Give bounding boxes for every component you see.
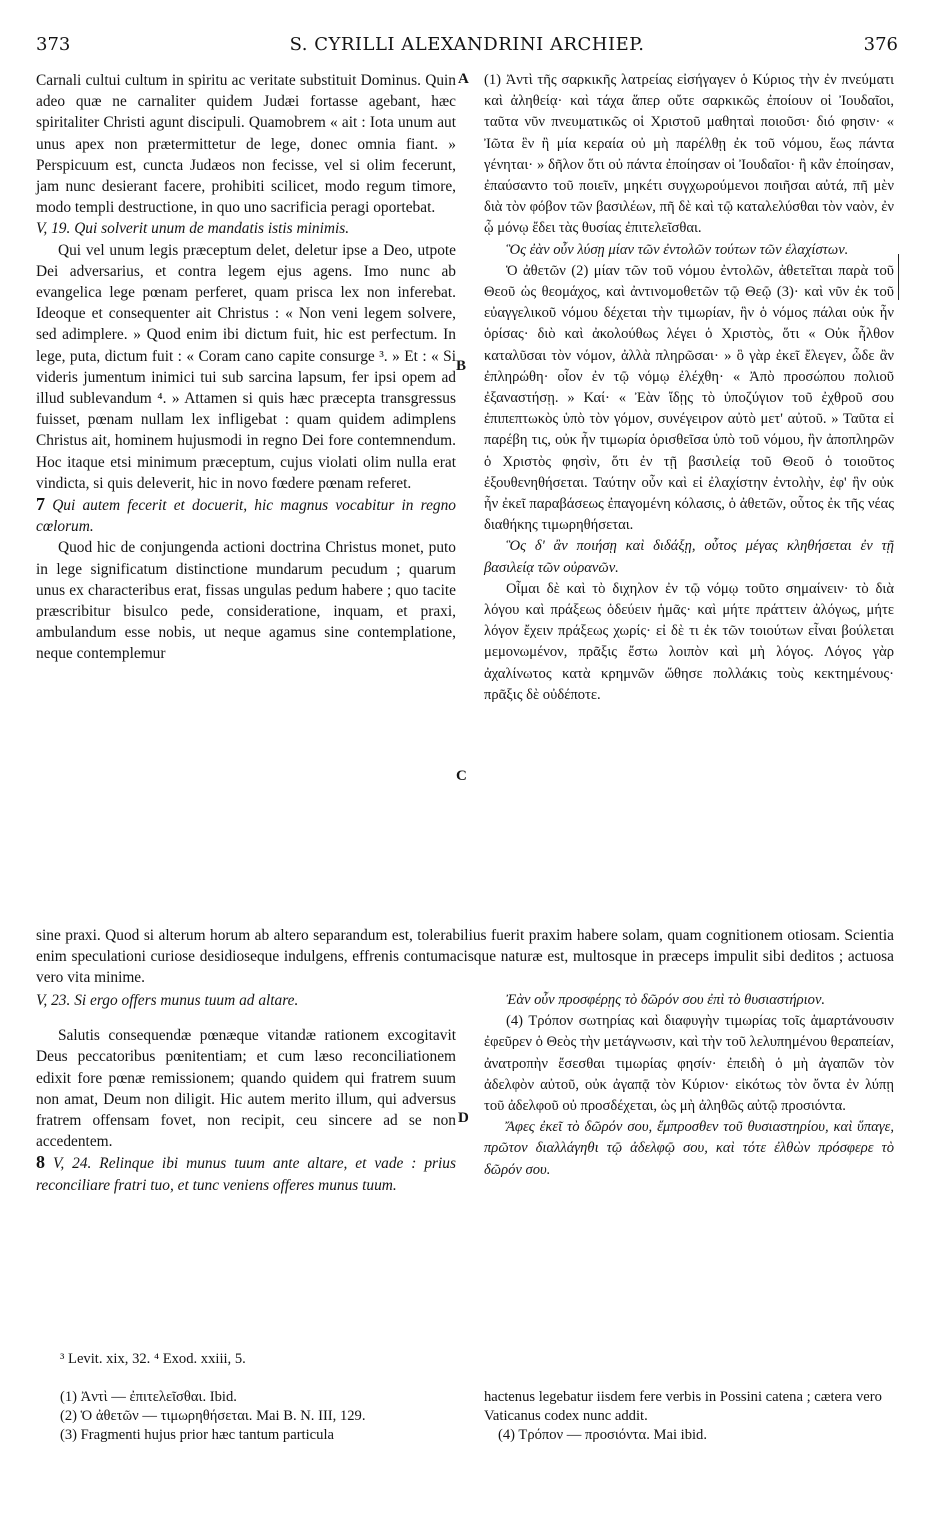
verse-heading: V, 19. Qui solverit unum de mandatis istis minimis. [36,220,350,238]
greek-paragraph: Οἶμαι δὲ καὶ τὸ διχηλον ἐν τῷ νόμῳ τοῦτο σημαίνειν· τὸ διὰ λόγου καὶ πράξεως ὁδεύειν ἡμᾶς· καὶ μήτε πράττειν ἀλόγως, μήτε λόγον ἔχειν πράξεως χωρίς· εἰ δὲ τι ἐκ τῶν τοιούτων εἶναι βούλεται μεμονωμένον, πρᾶξις ἔστω λοιπὸν καὶ μὴ λόγος. Λόγος γὰρ ἀχαλίνωτος κατὰ κρημνῶν ὤθησε πολλάκις τοὺς κεκτημένους· πρᾶξις δὲ οὐδέποτε. [484,580,894,703]
greek-paragraph: (4) Τρόπον σωτηρίας καὶ διαφυγὴν τιμωρίας τοῖς ἁμαρτάνουσιν ἐφεῦρεν ὁ Θεὸς τὴν μετάγνωσιν, καὶ τὴν τοῦ λελυπημένου θεραπείαν, ἀνατροπὴν ἔσεσθαι τιμωρίας φησίν· ἐπειδὴ ὁ μὴ ἀγαπῶν τὸν ἀδελφὸν αὐτοῦ, οὐκ ἀγαπᾷ τὸν Κύριον· εἰκότως τὸν ὄντα ἐν λύπῃ τοῦ ἀδελφοῦ οὐ προσδέχεται, ὡς μὴ ἀληθῶς αὐτῷ προσιόντα. [484,1013,895,1115]
verse-heading: Ὃς ἐὰν οὖν λύσῃ μίαν τῶν ἐντολῶν τούτων τῶν ἐλαχίστων. [506,241,849,258]
verse-heading: Ἄφες ἐκεῖ τὸ δῶρόν σου, ἔμπροσθεν τοῦ θυσιαστηρίου, καὶ ὕπαγε, πρῶτον διαλλάγηθι τῷ ἀδελφῷ σου, καὶ τότε ἐλθὼν πρόσφερε τὸ δῶρόν σου. [484,1119,894,1178]
verse-marker: 7 [36,494,45,515]
verse-marker: 8 [36,1152,45,1173]
margin-letter-a: A [458,71,469,87]
greek-column [484,70,894,706]
running-header [36,34,898,62]
page-number-right: 376 [863,34,898,55]
margin-rule [898,254,899,300]
footnotes-right [484,1388,894,1445]
verse-heading: Ὃς δ' ἂν ποιήσῃ καὶ διδάξῃ, οὗτος μέγας κληθήσεται ἐν τῇ βασιλείᾳ τῶν οὐρανῶν. [484,538,894,576]
latin-column-lower [36,990,456,1196]
verse-heading [36,1152,456,1195]
page-number-left: 373 [36,34,71,55]
verse-text: Qui autem fecerit et docuerit, hic magnus vocabitur in regno cœlorum. [36,497,456,536]
greek-paragraph: (1) Ἀντὶ τῆς σαρκικῆς λατρείας εἰσήγαγεν ὁ Κύριος τὴν ἐν πνεύματι καὶ ἀληθείᾳ· καὶ τάχα ἅπερ οὔτε σαρκικῶς ἐποίουν οἱ Ἰουδαῖοι, ταῦτα νῦν πνευματικῶς οἱ Χριστοῦ μαθηταὶ ποιοῦσι· διό φησιν· « Ἰῶτα ἓν ἢ μία κεραία οὐ μὴ παρέλθῃ ἐκ τοῦ νόμου, ἕως πάντα γένηται· » δῆλον ὅτι οὐ πάντα ἐποίησαν οἱ Ἰουδαῖοι· ἢ κἂν ἐποίησαν, ἐπαύσαντο τοῦ ποιεῖν, μηκέτι συγχωρούμενοι ποιῆσαι αὐτά, πῆ μὲν διὰ τὸν φόβον τῶν βασιλέων, πῆ δὲ καὶ τῷ καταλελύσθαι τὸν ναὸν, ἐν ᾧ μόνῳ ἔδει τὰς θυσίας ἐπιτελεῖσθαι. [484,72,894,237]
latin-paragraph: Quod hic de conjungenda actioni doctrina Christus monet, puto in lege significatum distinctione mundarum pecudum ; quarum unus ex characteribus erat, fissas ungulas pedum habere ; quo tacite præscribitur bisulco pede, consideratione, inquam, et praxi, ambulandum esse nobis, ut neque agamus sine contemplatione, neque contemplemur [36,539,456,663]
margin-letter-d: D [458,1110,469,1126]
footnote-1: (1) Ἀντὶ — ἐπιτελεῖσθαι. Ibid. [60,1389,237,1405]
latin-column [36,70,456,665]
margin-letter-c: C [456,768,467,784]
verse-heading [36,494,456,537]
greek-paragraph: Ὁ ἀθετῶν (2) μίαν τῶν τοῦ νόμου ἐντολῶν, ἀθετεῖται παρὰ τοῦ Θεοῦ ὡς θεομάχος, καὶ ἀντινομοθετῶν τῷ Θεῷ (3)· καὶ νῦν ἐκ τοῦ εὐαγγελικοῦ νόμου δέχεται τὴν τιμωρίαν, ἣν ὁ νόμος πάλαι οὐκ ἦν ὁρίσας· διὸ καὶ ἀκολούθως λέγει ὁ Χριστὸς, ὅτι « Οὐκ ἦλθον καταλῦσαι τὸν νόμον, ἀλλὰ πληρῶσαι· » ὃ γὰρ ἐκεῖ ἔλεγεν, ὧδε ἂν ἐπληρώθη· οἷον ἐν τῷ νόμῳ ἐλέχθη· « Ἀπὸ προσώπου πολιοῦ ἐξαναστήσῃ. » Καί· « Ἐὰν ἴδῃς τὸ ὑποζύγιον τοῦ ἐχθροῦ σου ἐπιπεπτωκὸς ὑπὸ τὸν γόμον, συνέγειρον αὐτὸ μετ' αὐτοῦ. » Ταῦτα εἰ παρέβη τις, οὐκ ἦν τιμωρία ὁρισθεῖσα ὑπὸ τοῦ νόμου, ἣν ἀποπληρῶν ὁ Χριστὸς φησὶν, ὅτι ἐν τῇ βασιλείᾳ τοῦ Θεοῦ ὁ τοιοῦτος ἐξουθενηθήσεται. Ταύτην οὖν καὶ εἰ ἐλαχίστην ἐντολὴν, ἐφ' ἣν οὐκ ἦν ἐκεῖ παραβάσεως ἐπαγομένη κόλασις, ὁ ἀθετῶν, οὗτος ἐκ τῆς νέας διαθήκης τιμωρηθήσεται. [484,262,894,534]
footnotes-left [60,1388,468,1445]
latin-paragraph: Qui vel unum legis præceptum delet, deletur ipse a Deo, utpote Dei adversarius, et contra legem ejus agens. Imo nunc ab evangelica lege pœnam perferet, quam prisca lex non inferebat. Ideoque et consequenter ait Christus : « Non veni legem solvere, sed adimplere. » Quod enim ibi dictum fuit, hic est perfectum. In lege, puta, dictum fuit : « Coram cano capite consurge ³. » Et : « Si videris jumentum inimici tui sub sarcina lapsum, fer ipsi opem ad illud sublevandum ⁴. » Attamen si quis hæc præcepta transgressus fuisset, pœnam nullam lex infligebat : quam quidem adimplens Christus ait, hominem hujusmodi in regno Dei fore contemnendum. Hoc itaque etsi minimum præceptum, cujus violati olim nulla erat vindicta, si quis deleverit, hic in novo fœdere pœnam referet. [36,241,456,492]
footnote-3-continued: hactenus legebatur iisdem fere verbis in Possini catena ; cætera vero Vaticanus codex nunc addit. [484,1389,882,1424]
footnote-2: (2) Ὁ ἀθετῶν — τιμωρηθήσεται. Mai B. N. III, 129. [60,1408,366,1424]
latin-paragraph: Carnali cultui cultum in spiritu ac veritate substituit Dominus. Quin adeo quæ ne carnaliter quidem Judæi fortasse agebant, hæc spiritaliter Christi agunt discipuli. Quamobrem « ait : Iota unum aut unus apex non prætermittetur de lege, donec omnia fiant. » Perspicuum est, cuncta Judæos non fecisse, vel si olim fecerunt, jam nunc desierant facere, prohibiti scilicet, modo regum timore, modo templi destructione, in quo uno sacrificia peragi oportebat. [36,72,456,217]
footnote-3: (3) Fragmenti hujus prior hæc tantum particula [60,1427,334,1443]
latin-paragraph: Salutis consequendæ pœnæque vitandæ rationem excogitavit Deus peccatoribus pœnitentiam; et cum læso reconciliationem edixit fore pœnæ remissionem; quando quidem qui fratrem suum non amat, Deum non diligit. Hic autem merito illum, qui adversus fratrem offensam fovet, non recipit, ceu sincere ad se non accedentem. [36,1027,456,1151]
verse-heading: Ἐὰν οὖν προσφέρῃς τὸ δῶρόν σου ἐπὶ τὸ θυσιαστήριον. [506,992,826,1008]
verse-text: V, 24. Relinque ibi munus tuum ante altare, et vade : prius reconciliare fratri tuo, et tunc veniens offeres munus tuum. [36,1155,456,1194]
full-width-paragraph: sine praxi. Quod si alterum horum ab altero separandum est, tolerabilius fuerit praxim habere solam, quam cognitionem otiosam. Scientia enim speculationi curiose desidioseque indulgens, effrenis contumacisque naturæ est, multosque in præceps impulit sibi deditos ; actuosa vero vita minime. [36,927,894,987]
greek-column-lower [484,990,894,1181]
margin-letter-b: B [456,358,467,374]
verse-heading: V, 23. Si ergo offers munus tuum ad altare. [36,992,299,1009]
scripture-references: ³ Levit. xix, 32. ⁴ Exod. xxiii, 5. [60,1351,246,1367]
running-title: S. CYRILLI ALEXANDRINI ARCHIEP. [289,34,645,55]
footnote-4: (4) Τρόπον — προσιόντα. Mai ibid. [498,1427,708,1443]
